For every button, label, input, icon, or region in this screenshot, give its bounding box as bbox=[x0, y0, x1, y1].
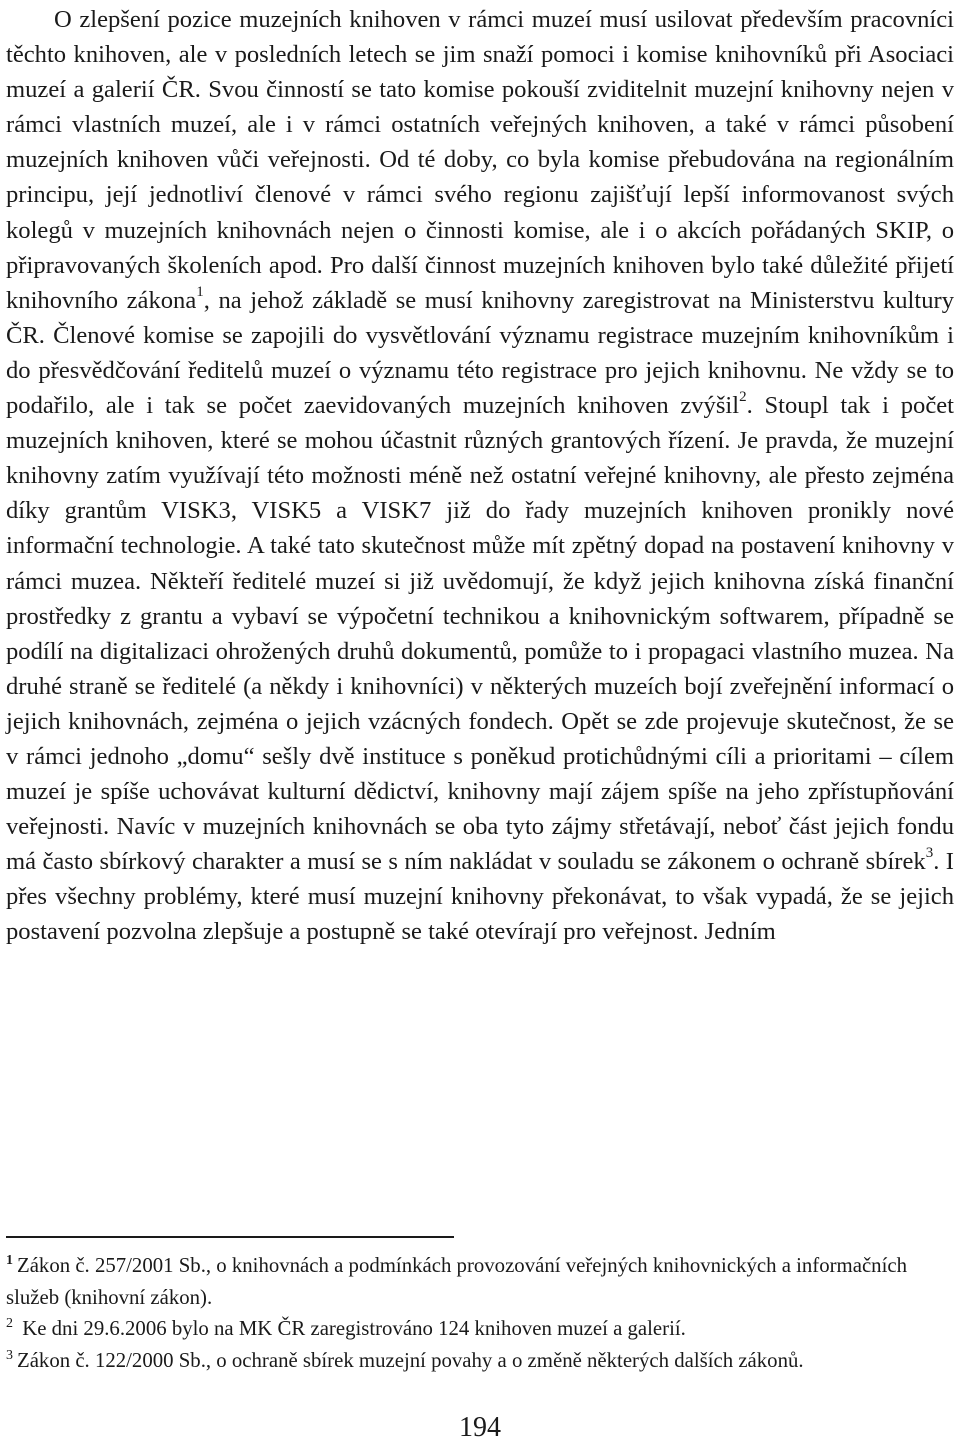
footnote-text-1: Zákon č. 257/2001 Sb., o knihovnách a podmínkách provozování veřejných knihovnických a informačních služeb (knihovní zákon). bbox=[6, 1254, 907, 1309]
body-text-part-3: . Stoupl tak i počet muzejních knihoven, které se mohou účastnit různých grantových řízení. Je pravda, že muzejní knihovny zatím využívají této možnosti méně než ostatní veřejné knihovny, ale přesto zejména díky grantům VISK3, VISK5 a VISK7 již do řady muzejních knihoven pronikly nové informační technologie. A také tato skutečnost může mít zpětný dopad na postavení knihovny v rámci muzea. Někteří ředitelé muzeí si již uvědomují, že když jejich knihovna získá finanční prostředky z grantu a vybaví se výpočetní technikou a knihovnickým softwarem, případně se podílí na digitalizaci ohrožených druhů dokumentů, pomůže to i propagaci vlastního muzea. Na druhé straně se ředitelé (a někdy i knihovníci) v některých muzeích bojí zveřejnění informací o jejich knihovnách, zejména o jejich vzácných fondech. Opět se zde projevuje skutečnost, že se v rámci jednoho „domu“ sešly dvě instituce s poněkud protichůdnými cíli a prioritami – cílem muzeí je spíše uchovávat kulturní dědictví, knihovny mají zájem spíše na jeho zpřístupňování veřejnosti. Navíc v muzejních knihovnách se oba tyto zájmy střetávají, neboť část jejich fondu má často sbírkový charakter a musí se s ním nakládat v souladu se zákonem o ochraně sbírek bbox=[6, 392, 954, 876]
footnote-mark-3: 3 bbox=[6, 1347, 13, 1363]
footnote-ref-1[interactable]: 1 bbox=[196, 283, 204, 300]
footnote-3 bbox=[6, 1345, 954, 1377]
body-paragraph bbox=[6, 2, 954, 950]
page-number: 194 bbox=[459, 1412, 501, 1443]
footnote-2 bbox=[6, 1313, 954, 1345]
footnote-separator bbox=[6, 1236, 454, 1238]
footnote-text-2: Ke dni 29.6.2006 bylo na MK ČR zaregistrováno 124 knihoven muzeí a galerií. bbox=[22, 1317, 686, 1340]
footnotes bbox=[6, 1250, 954, 1376]
footnote-ref-3[interactable]: 3 bbox=[925, 845, 934, 862]
body-text-part-1: O zlepšení pozice muzejních knihoven v rámci muzeí musí usilovat především pracovníci těchto knihoven, ale v posledních letech se jim snaží pomoci i komise knihovníků při Asociaci muzeí a galerií ČR. Svou činností se tato komise pokouší zviditelnit muzejní knihovny nejen v rámci vlastních muzeí, ale i v rámci ostatních veřejných knihoven, a také v rámci působení muzejních knihoven vůči veřejnosti. Od té doby, co byla komise přebudována na regionálním principu, její jednotliví členové v rámci svého regionu zajišťují lepší informovanost svých kolegů v muzejních knihovnách nejen o činnosti komise, ale i o akcích pořádaných SKIP, o připravovaných školeních apod. Pro další činnost muzejních knihoven bylo také důležité přijetí knihovního zákona bbox=[6, 6, 954, 314]
footnote-1 bbox=[6, 1250, 954, 1313]
footnote-mark-2: 2 bbox=[6, 1316, 13, 1332]
footnote-mark-1: 1 bbox=[6, 1253, 13, 1269]
body-text-part-4: . I přes všechny problémy, které musí muzejní knihovny překonávat, to však vypadá, že se jejich postavení pozvolna zlepšuje a postupně se také otevírají pro veřejnost. Jedním bbox=[6, 848, 954, 946]
footnote-ref-2[interactable]: 2 bbox=[739, 388, 747, 405]
body-text-part-2: , na jehož základě se musí knihovny zaregistrovat na Ministerstvu kultury ČR. Členové komise se zapojili do vysvětlování významu registrace muzejním knihovníkům i do přesvědčování ředitelů muzeí o významu této registrace pro jejich knihovnu. Ne vždy se to podařilo, ale i tak se počet zaevidovaných muzejních knihoven zvýšil bbox=[6, 286, 954, 420]
document-page bbox=[6, 0, 954, 1449]
footnote-text-3: Zákon č. 122/2000 Sb., o ochraně sbírek muzejní povahy a o změně některých dalších zákonů. bbox=[17, 1348, 804, 1372]
